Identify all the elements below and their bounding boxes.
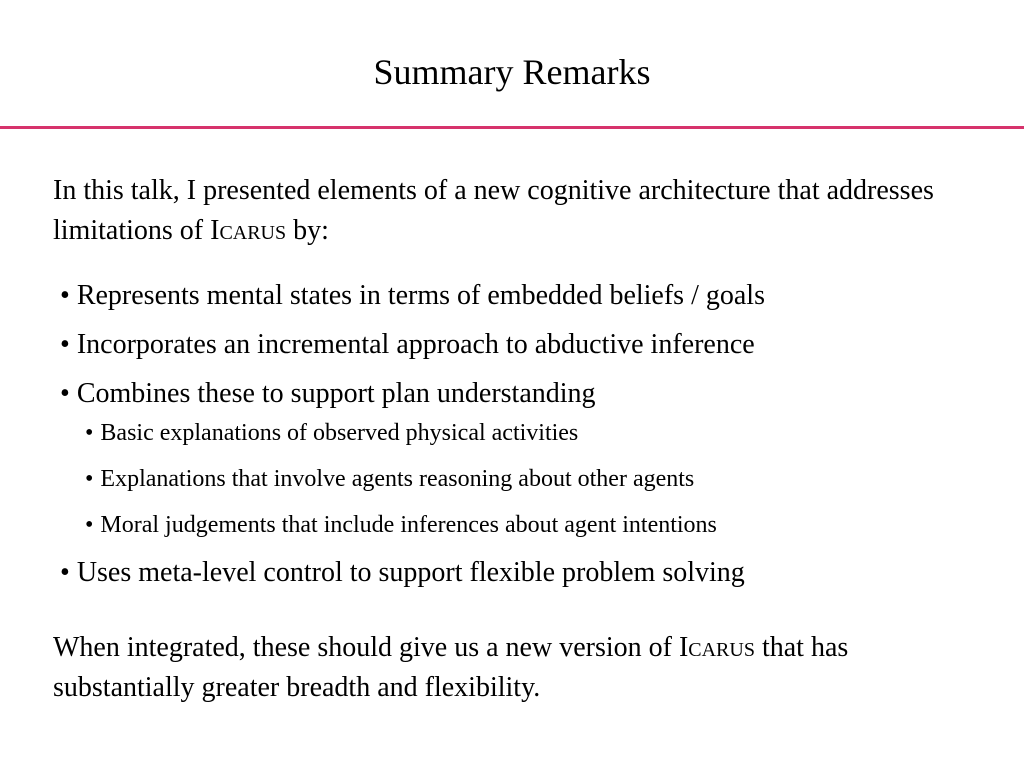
list-item [60,276,1000,325]
bullet-list [60,276,1000,602]
bullet-text: Represents mental states in terms of embedded beliefs / goals [76,280,765,311]
conclusion-text-end: that has substantially greater breadth and flexibility. [53,632,849,703]
sub-list-item [60,463,1000,509]
conclusion-paragraph [53,628,993,708]
bullet-dot: • [85,512,94,538]
bullet-text: Incorporates an incremental approach to abductive inference [76,329,755,360]
list-item [60,553,1000,602]
bullet-dot: • [60,280,70,311]
sub-bullet-text: Moral judgements that include inferences about agent intentions [100,512,717,538]
sub-list-item [60,417,1000,463]
bullet-dot: • [85,420,94,446]
intro-paragraph [53,171,993,251]
icarus-name: carus [219,215,287,246]
slide-title: Summary Remarks [373,52,651,92]
sub-list-item [60,509,1000,555]
bullet-dot: • [60,557,70,588]
intro-text: In this talk, I presented elements of a new cognitive architecture that addresses limitations of I [53,175,934,246]
icarus-name: carus [688,632,755,663]
sub-bullet-text: Explanations that involve agents reasoning about other agents [100,466,695,492]
conclusion-text: When integrated, these should give us a new version of I [53,632,689,663]
title-divider [0,126,1024,129]
intro-text-end: by: [286,215,329,246]
sub-bullet-text: Basic explanations of observed physical activities [100,420,579,446]
bullet-dot: • [85,466,94,492]
bullet-dot: • [60,329,70,360]
list-item [60,325,1000,374]
bullet-text: Combines these to support plan understanding [76,378,596,409]
list-item [60,374,1000,423]
bullet-text: Uses meta-level control to support flexible problem solving [76,557,745,588]
bullet-dot: • [60,378,70,409]
